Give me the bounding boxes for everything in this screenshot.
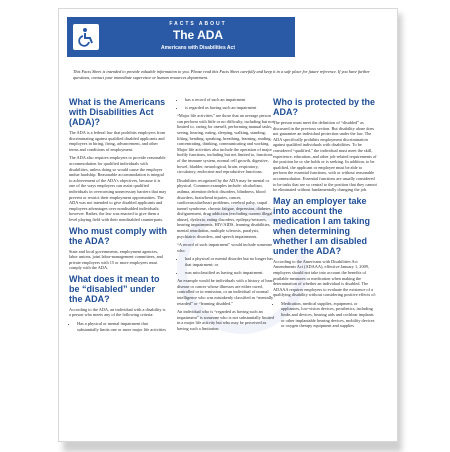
- banner-subtitle: Americans with Disabilities Act: [160, 45, 235, 51]
- column-left: [69, 97, 167, 335]
- paragraph: The person must meet the definition of “disabled” as discussed in the previous section. But disability alone does not guarantee an individual protection under the law. The ADA specifically prohibits employment discrimination against qualified individuals with disabilities. To be considered “qualified,” the individual must meet the skill, experience, education, and other job-related requirements of the position he or she holds or is seeking. In addition, to be qualified, the applicant or employee must be able to perform the essential functions, with or without reasonable accommodation. Essential functions are usually considered to be tasks that are so central to the position that they cannot be eliminated without fundamentally changing the job.: [273, 120, 377, 193]
- paragraph: “A record of such impairment” would include someone who:: [177, 242, 273, 253]
- record-list: [177, 256, 275, 275]
- fact-sheet: [58, 8, 398, 442]
- list-item: • was misclassified as having such impairment.: [185, 270, 275, 276]
- paragraph: State and local governments, employment agencies, labor unions, joint labor-management committees, and private employers with 15 or more employees must comply with the ADA.: [69, 248, 163, 271]
- paragraph: The ADA also requires employers to provide reasonable accommodation for qualified individuals with disabilities, unless doing so would cause the employer undue hardship. Reasonable accommodation is integral to achievement of the ADA's objectives, because it is one of the ways employers can assist qualified individuals in overcoming unnecessary barriers that may prevent or restrict their employment opportunities. The ADA was not intended to give disabled applicants and employees advantages over nondisabled individuals; however. Rather, the law was enacted to give them a level playing field with their nondisabled counterparts.: [69, 155, 167, 222]
- paragraph: Disabilities recognized by the ADA may be mental or physical. Common examples include: alcoholism, asthma, attention deficit disorders, blindness, blood disorders, brain/head injuries, cancer, cardiovascular/heart problems, cerebral palsy, carpal tunnel syndrome, chronic fatigue, depression, diabetes, disfigurement, drug addiction (excluding current illegal abuse), dyslexia, eating disorders, epilepsy/seizures, hearing impairments, HIV/AIDS, learning disabilities, mental retardation, multiple sclerosis, paralysis, psychiatric disorders, and speech impairments.: [177, 177, 273, 239]
- paragraph: According to the ADA, an individual with a disability is a person who meets any of the following criteria:: [69, 306, 166, 318]
- paragraph: An individual who is “regarded as having such an impairment” is someone who is not substantially limited in a major life activity but who may be perceived as having such a limitation.: [177, 309, 275, 331]
- banner-title: The ADA: [172, 28, 224, 42]
- paragraph: An example would be individuals with a history of heart disease or cancer whose illnesses are either cured, controlled or in remission, or an individual of normal intelligence who was mistakenly classified as “mentally retarded” or “learning disabled.”: [177, 278, 275, 306]
- title-banner: [67, 17, 295, 57]
- column-right: [273, 97, 377, 332]
- mitigating-measures-list: [273, 301, 377, 329]
- paragraph: According to the Americans with Disabilities Act Amendments Act (ADAAA), effective January 1, 2009, employers should not take into account the benefits of available measures or medication when making the determination of whether an individual is disabled. The ADAAA requires employers to evaluate the existence of a qualifying disability without considering positive effects of:: [273, 258, 377, 298]
- list-item: • has a record of such an impairment: [185, 97, 275, 103]
- list-item: • Medication, medical supplies, equipment, or appliances, low-vision devices, prosthetics, including limbs and devices, hearing aids and cochlear implants or other implantable hearing devices, mobility devices or oxygen therapy equipment and supplies: [281, 301, 377, 329]
- heading-what-is-ada: What is the Americans with Disabilities Act (ADA)?: [69, 97, 166, 127]
- heading-who-is-protected: Who is protected by the ADA?: [273, 97, 376, 117]
- wheelchair-icon: [73, 24, 99, 50]
- heading-disabled-meaning: What does it mean to be “disabled” under the ADA?: [69, 273, 160, 304]
- intro-text: This Facts Sheet is intended to provide valuable information to you. Please read this Facts Sheet carefully and keep it in a safe place for future reference. If you have further questions, contact your immediate supervisor or human resources department.: [73, 69, 370, 80]
- heading-medication: May an employer take into account the medication I am taking when determining whether I am disabled under the ADA?: [273, 195, 371, 256]
- list-item: • had a physical or mental disorder but no longer has that impairment; or: [185, 256, 275, 267]
- criteria-list-cont: [177, 97, 275, 110]
- banner-kicker: FACTS ABOUT: [169, 21, 227, 27]
- column-middle: [177, 97, 275, 335]
- criteria-list: [69, 321, 167, 332]
- list-item: • is regarded as having such an impairment: [185, 105, 275, 111]
- heading-who-must-comply: Who must comply with the ADA?: [69, 225, 167, 246]
- paragraph: The ADA is a federal law that prohibits employers from discriminating against qualified disabled applicants and employees in hiring, firing, advancement, and other terms and conditions of employment.: [69, 130, 166, 152]
- list-item: • Has a physical or mental impairment that substantially limits one or more major life activities: [77, 321, 167, 332]
- paragraph: “Major life activities” are those that an average person can perform with little or no difficulty, including but not limited to, caring for oneself, performing manual tasks, seeing, hearing, eating, sleeping, walking, standing, lifting, bending, speaking, breathing, learning, reading, concentrating, thinking, communicating and working. Major life activities also include the operation of major bodily functions, including but not limited to, functions of the immune system, normal cell growth, digestive, bowel, bladder, neurological, brain, respiratory, circulatory, endocrine and reproductive functions.: [177, 113, 274, 175]
